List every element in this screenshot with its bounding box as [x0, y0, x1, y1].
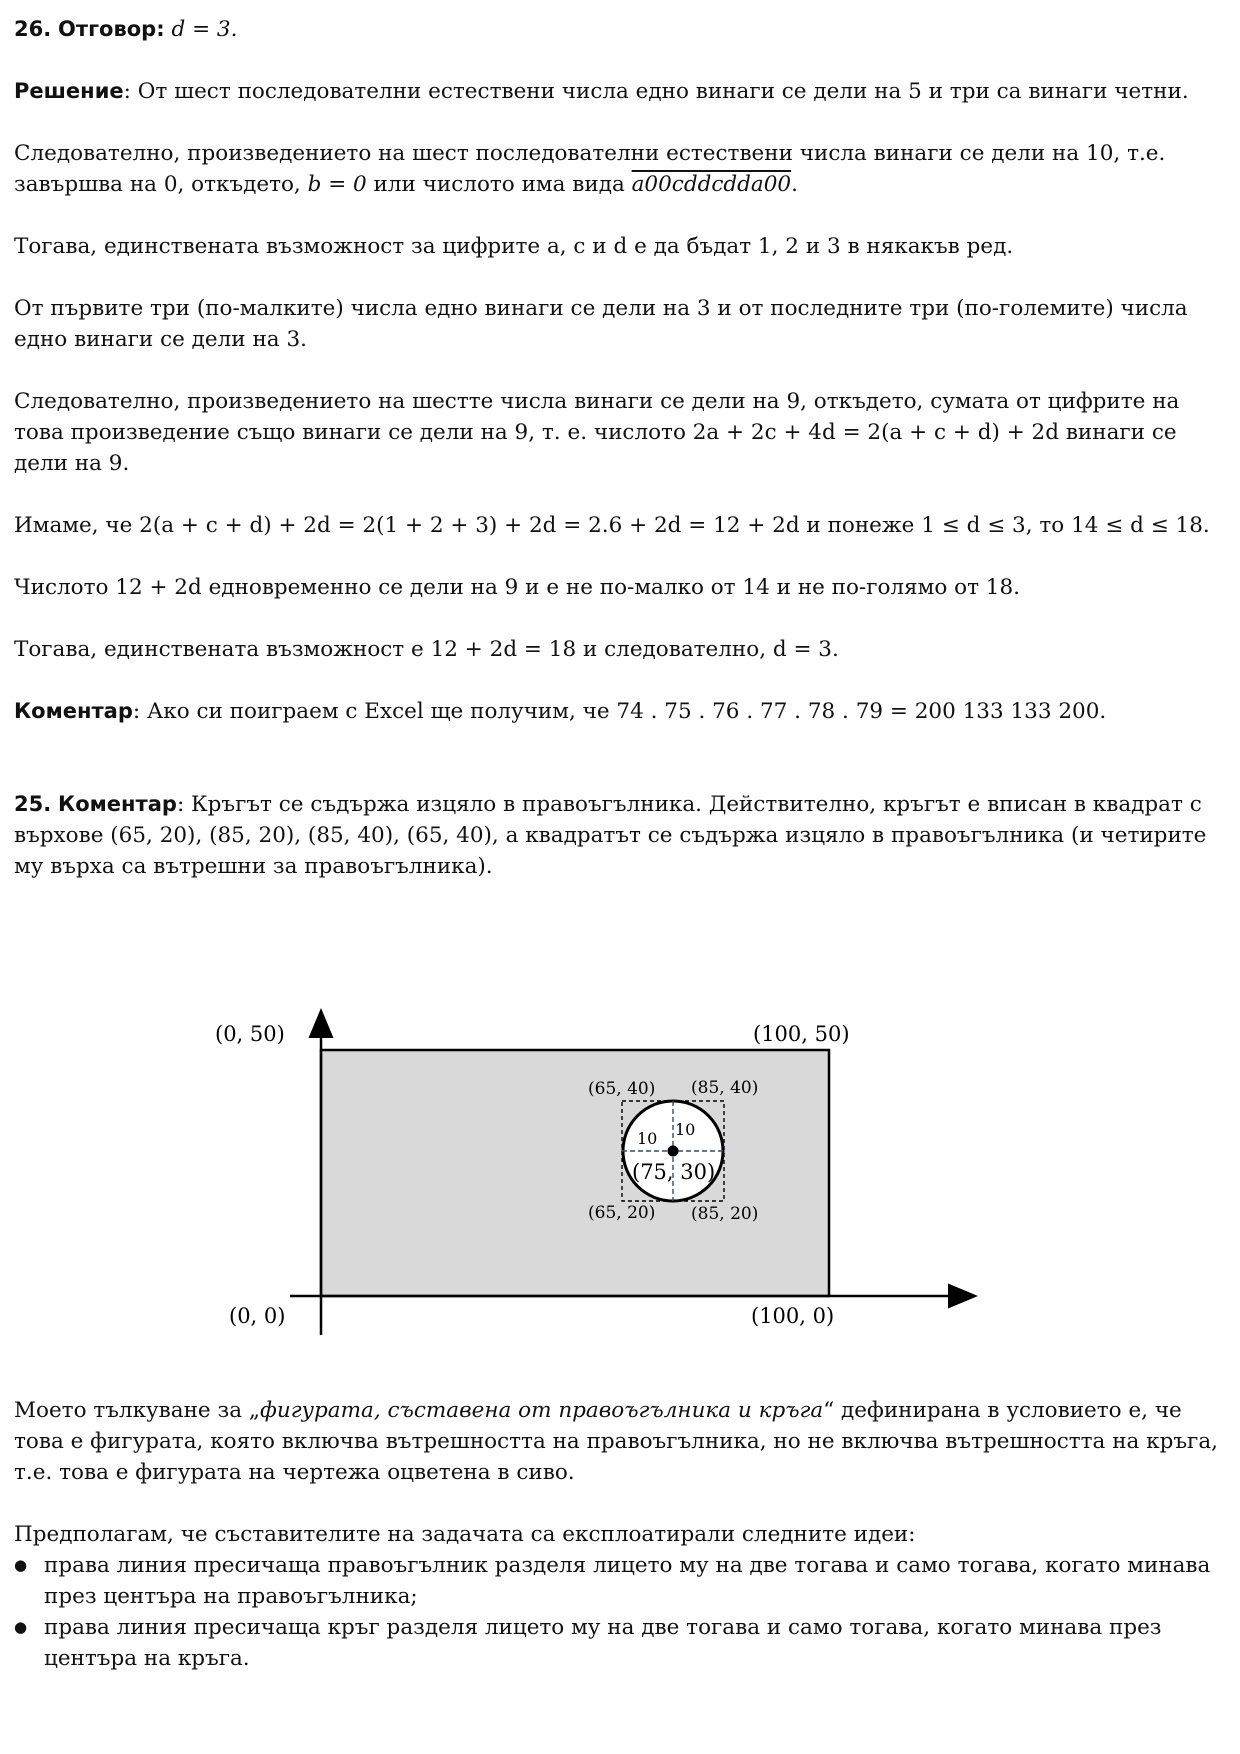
problem-number: 26. — [14, 17, 52, 41]
paragraph-4: От първите три (по-малките) числа едно винаги се дели на 3 и от последните три (по-големите) числа едно винаги се дели на 3. — [14, 296, 1188, 352]
answer-value: d = 3. — [171, 17, 238, 42]
answer-label: Отговор: — [58, 17, 165, 41]
paragraph-2-text-2: или числото има вида — [366, 172, 632, 197]
list-item: ● права линия пресичаща кръг разделя лицето му на две тогава и само тогава, когато минава през центъра на кръга. — [14, 1612, 1229, 1674]
interpretation-text: Моето тълкуване за „ — [14, 1398, 261, 1423]
problem-25-comment — [14, 789, 1229, 882]
label-radius-vertical: 10 — [675, 1120, 696, 1139]
interpretation-text-2: “ дефинирана в условието е, че това е фигурата, която включва вътрешността на правоъгълника, но не включва вътрешността на кръга, т.е. това е фигурата на чертежа оцветена в сиво. — [14, 1398, 1218, 1485]
label-top-left: (0, 50) — [215, 1022, 285, 1046]
paragraph-8: Тогава, единствената възможност е 12 + 2d = 18 и следователно, d = 3. — [14, 637, 839, 662]
paragraph-7: Числото 12 + 2d едновременно се дели на 9 и е не по-малко от 14 и не по-голямо от 18. — [14, 575, 1020, 600]
label-square-bl: (65, 20) — [588, 1203, 656, 1223]
paragraph-3: Тогава, единствената възможност за цифрите a, c и d е да бъдат 1, 2 и 3 в някакъв ред. — [14, 234, 1014, 259]
figure-definition-quote: фигурата, съставена от правоъгълника и кръга — [260, 1398, 824, 1423]
label-radius-horizontal: 10 — [637, 1129, 658, 1148]
assumption-paragraph: Предполагам, че съставителите на задачата са експлоатирали следните идеи: — [14, 1522, 916, 1547]
comment-label: Коментар — [14, 699, 133, 723]
problem-25-number: 25. — [14, 792, 52, 816]
solution-paragraph — [14, 76, 1229, 107]
comment-paragraph — [14, 696, 1229, 727]
solution-text: : От шест последователни естествени числа едно винаги се дели на 5 и три са винаги четни. — [123, 79, 1189, 104]
label-square-tl: (65, 40) — [588, 1079, 656, 1099]
interpretation-paragraph — [14, 1395, 1229, 1488]
solution-label: Решение — [14, 79, 124, 103]
problem-25-text: : Кръгът се съдържа изцяло в правоъгълника. Действително, кръгът е вписан в квадрат с върхове (65, 20), (85, 20), (85, 40), (65, 40), а квадратът се съдържа изцяло в правоъгълника (и четирите му върха са вътрешни за правоъгълника). — [14, 792, 1207, 879]
label-square-tr: (85, 40) — [691, 1078, 759, 1098]
label-bottom-right: (100, 0) — [751, 1304, 835, 1328]
circle-center — [668, 1146, 679, 1157]
label-top-right: (100, 50) — [753, 1022, 850, 1046]
b-equals-zero: b = 0 — [307, 172, 367, 197]
comment-text: : Ако си поиграем с Excel ще получим, че 74 . 75 . 76 . 77 . 78 . 79 = 200 133 133 200. — [132, 699, 1107, 724]
number-form: a00cddcdda00 — [631, 172, 792, 197]
label-origin: (0, 0) — [229, 1304, 286, 1328]
label-square-br: (85, 20) — [691, 1204, 759, 1224]
paragraph-6: Имаме, че 2(a + c + d) + 2d = 2(1 + 2 + 3) + 2d = 2.6 + 2d = 12 + 2d и понеже 1 ≤ d ≤ 3, то 14 ≤ d ≤ 18. — [14, 513, 1210, 538]
problem-26-section — [14, 14, 1229, 882]
paragraph-2-text: Следователно, произведението на шест последователни естествени числа винаги се дели на 10, т.е. завършва на 0, откъдето, — [14, 141, 1166, 197]
problem-25-label: Коментар — [58, 792, 177, 816]
interpretation-section — [14, 1395, 1229, 1674]
paragraph-5: Следователно, произведението на шестте числа винаги се дели на 9, откъдето, сумата от цифрите на това произведение също винаги се дели на 9, т. е. числото 2a + 2c + 4d = 2(a + c + d) + 2d винаги се дели на 9. — [14, 389, 1180, 476]
paragraph-2-end: . — [791, 172, 798, 197]
paragraph-2 — [14, 138, 1229, 200]
list-item: ● права линия пресичаща правоъгълник разделя лицето му на две тогава и само тогава, когато минава през центъра на правоъгълника; — [14, 1550, 1229, 1612]
rectangle-circle-figure — [215, 1005, 995, 1380]
problem-26-header — [14, 14, 1229, 45]
label-center: (75, 30) — [632, 1160, 716, 1184]
ideas-list — [14, 1550, 1229, 1674]
